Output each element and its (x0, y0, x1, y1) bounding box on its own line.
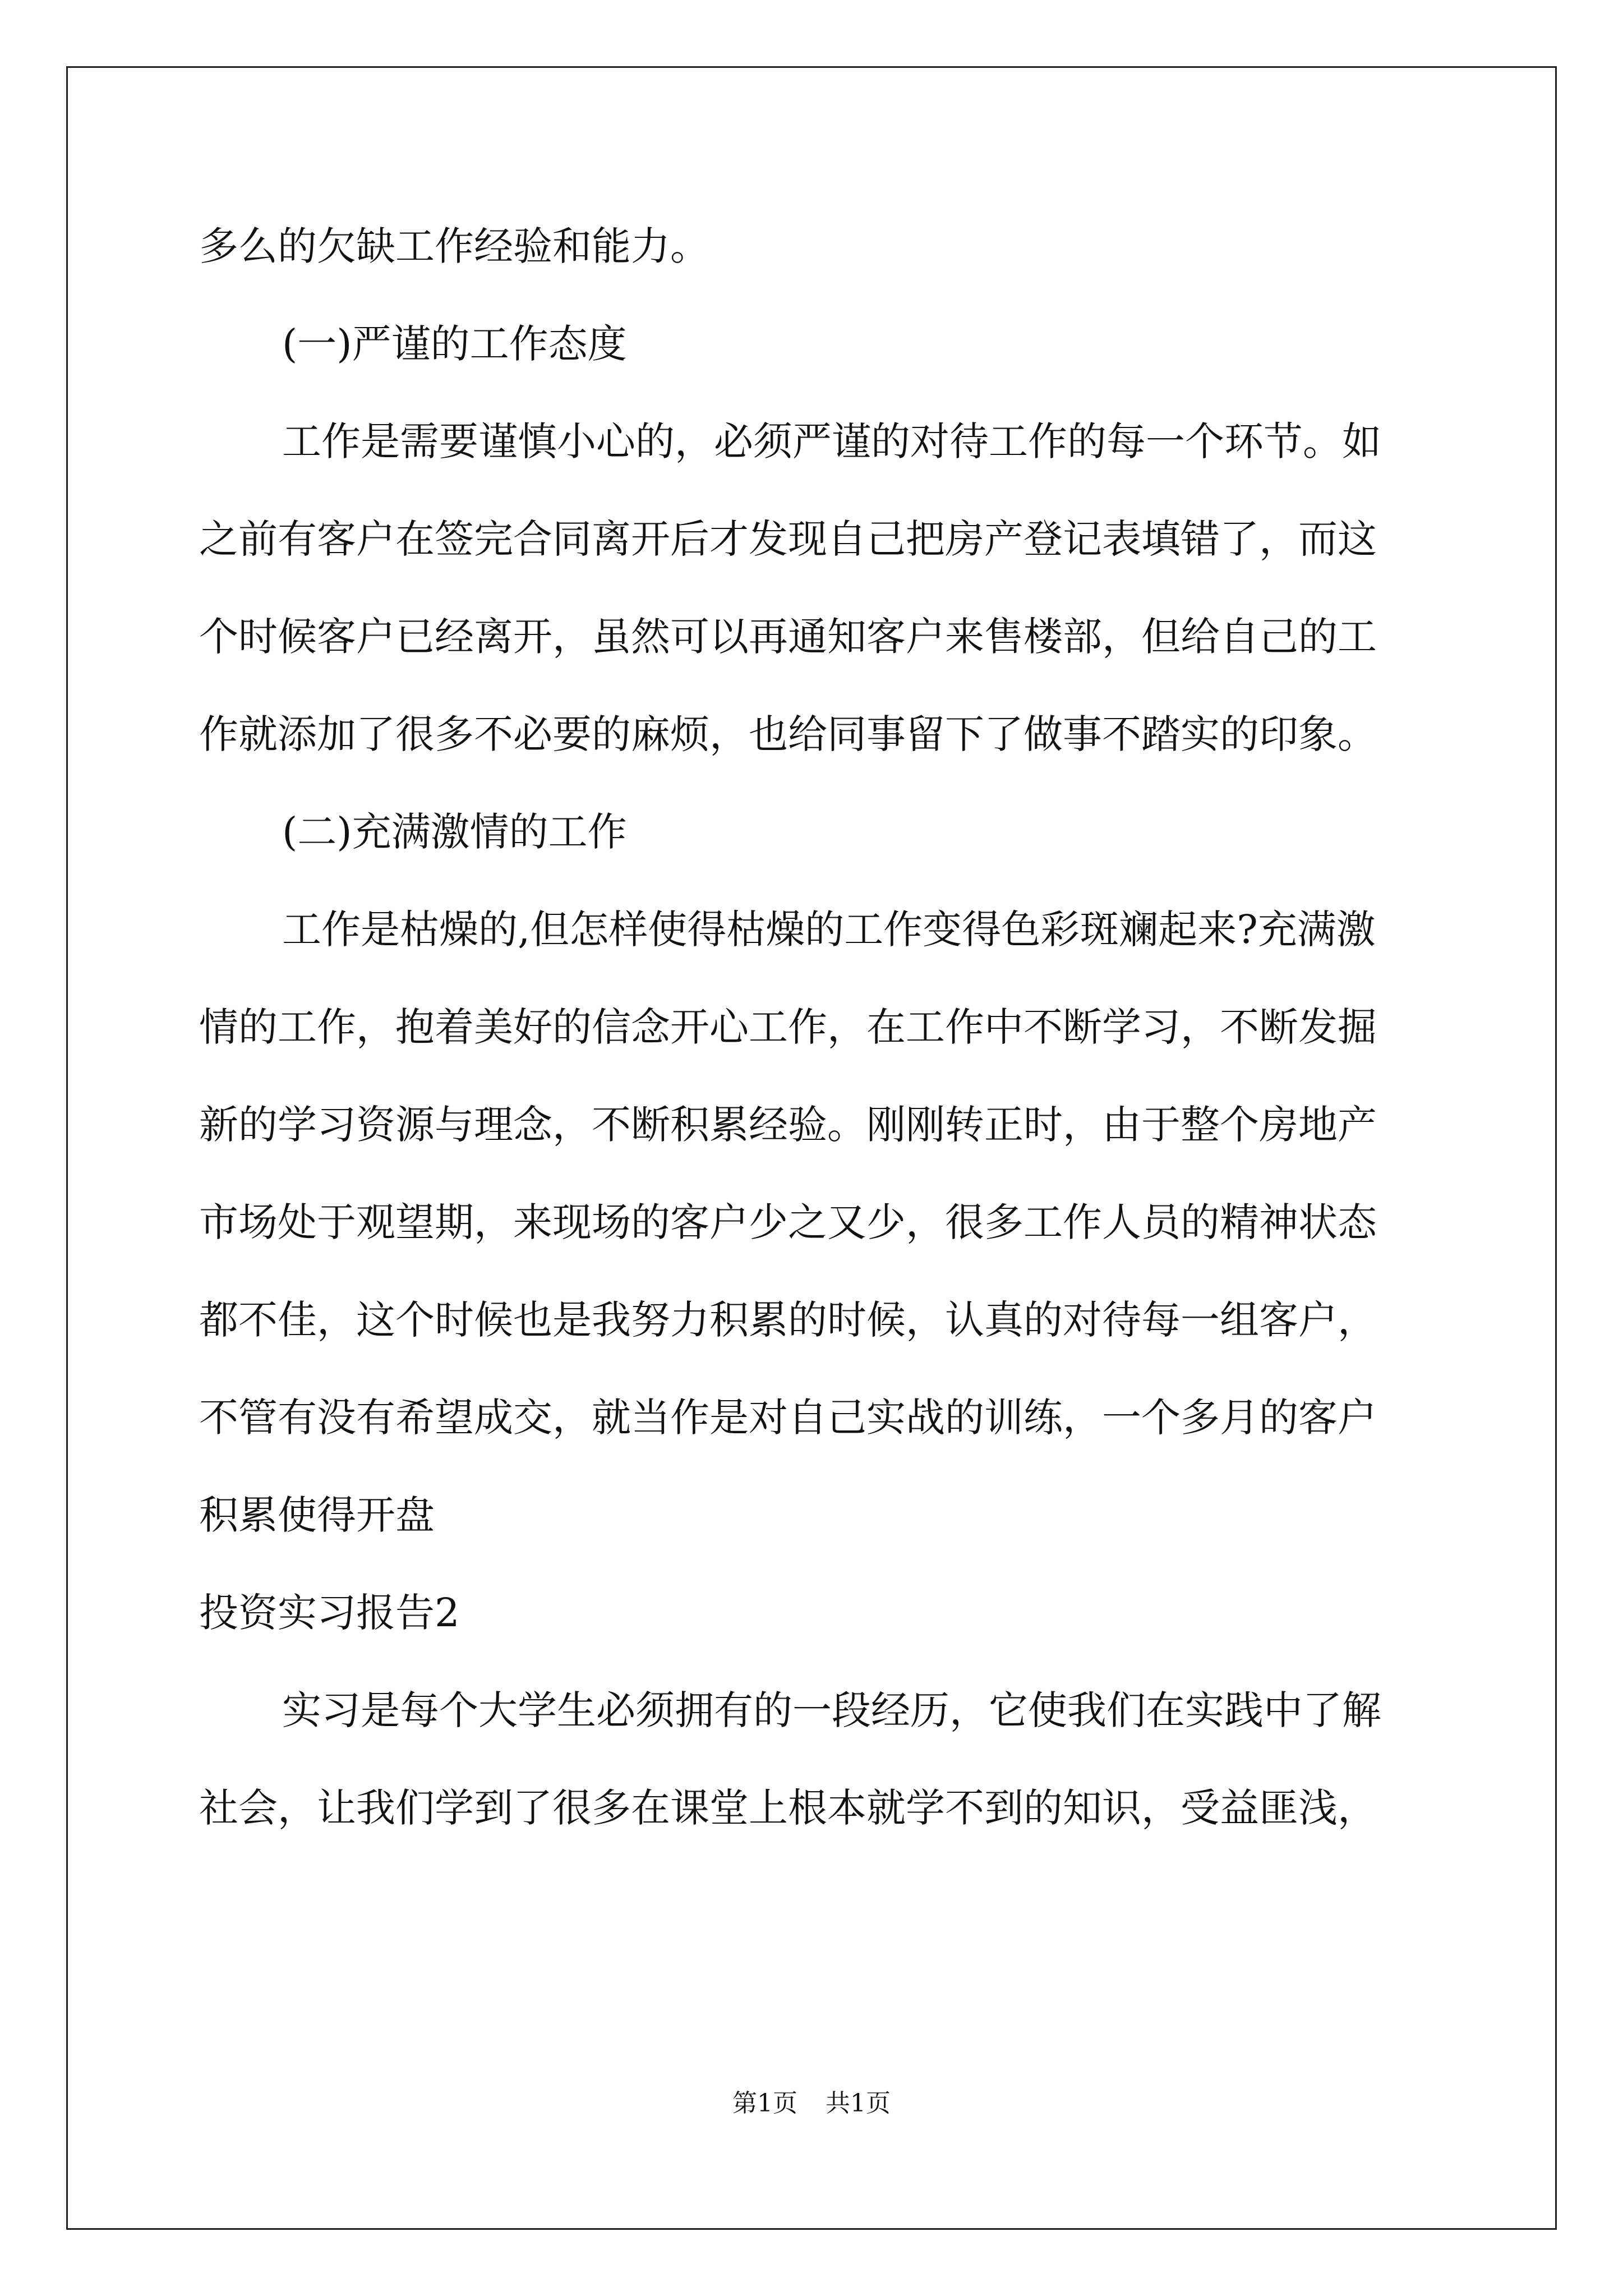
body-line: 市场处于观望期，来现场的客户少之又少，很多工作人员的精神状态 (199, 1199, 1377, 1245)
body-line: 情的工作，抱着美好的信念开心工作，在工作中不断学习，不断发掘 (199, 1004, 1377, 1050)
section-heading-2: (二)充满激情的工作 (282, 809, 627, 855)
body-line: 工作是需要谨慎小心的，必须严谨的对待工作的每一个环节。如 (282, 418, 1381, 464)
page-footer (0, 2087, 1623, 2120)
body-line: 个时候客户已经离开，虽然可以再通知客户来售楼部，但给自己的工 (199, 614, 1377, 660)
report-title: 投资实习报告2 (199, 1590, 460, 1636)
body-line: 不管有没有希望成交，就当作是对自己实战的训练，一个多月的客户 (199, 1395, 1377, 1441)
document-body (199, 197, 1431, 1857)
page-number-current: 第1页 (732, 2089, 797, 2118)
page-number-total: 共1页 (826, 2089, 891, 2118)
section-heading-1: (一)严谨的工作态度 (282, 321, 627, 367)
body-line: 新的学习资源与理念，不断积累经验。刚刚转正时，由于整个房地产 (199, 1102, 1377, 1148)
body-line: 实习是每个大学生必须拥有的一段经历，它使我们在实践中了解 (282, 1687, 1381, 1733)
body-line: 之前有客户在签完合同离开后才发现自己把房产登记表填错了，而这 (199, 516, 1377, 562)
body-line: 作就添加了很多不必要的麻烦，也给同事留下了做事不踏实的印象。 (199, 711, 1377, 757)
body-line: 积累使得开盘 (199, 1492, 435, 1538)
body-line: 工作是枯燥的,但怎样使得枯燥的工作变得色彩斑斓起来?充满激 (282, 907, 1376, 953)
body-line: 多么的欠缺工作经验和能力。 (199, 223, 709, 269)
body-line: 社会，让我们学到了很多在课堂上根本就学不到的知识，受益匪浅， (199, 1785, 1377, 1831)
body-line: 都不佳，这个时候也是我努力积累的时候，认真的对待每一组客户， (199, 1297, 1377, 1343)
